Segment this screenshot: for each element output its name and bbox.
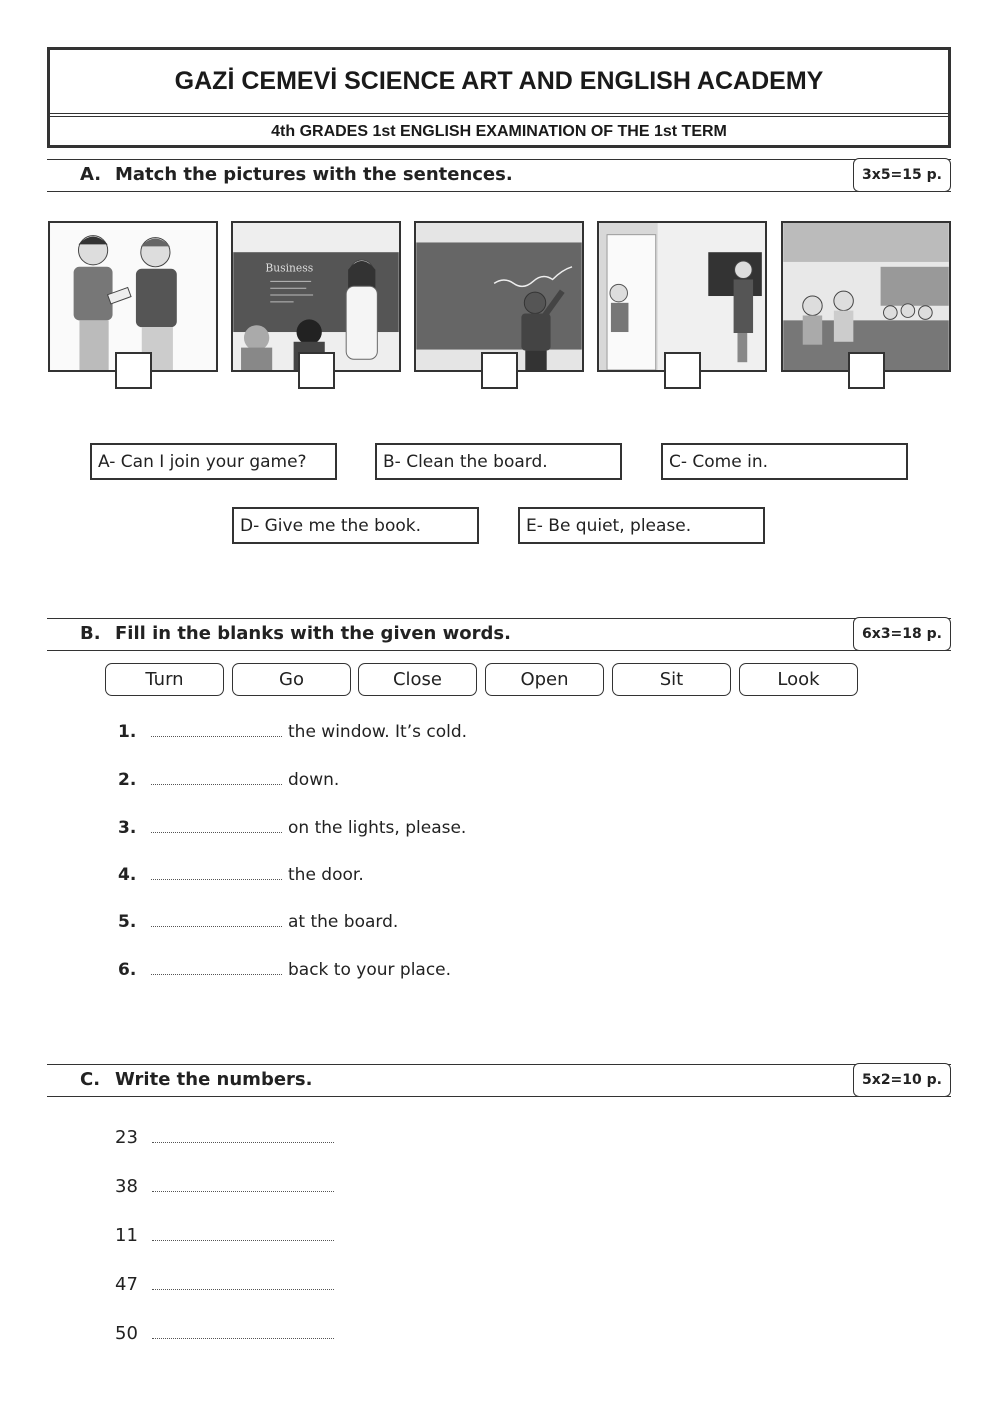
fill-blank-6[interactable]: [151, 961, 282, 975]
section-a-title: Match the pictures with the sentences.: [115, 164, 513, 185]
answer-box-4[interactable]: [664, 352, 701, 389]
board-illustration: [416, 223, 582, 370]
number-item-5: [115, 1323, 334, 1349]
section-b-points: 6x3=18 p.: [853, 617, 951, 651]
section-b-title: Fill in the blanks with the given words.: [115, 623, 511, 644]
sentence-d: D- Give me the book.: [232, 507, 479, 544]
fill-item-1: [118, 722, 467, 748]
section-a-points: 3x5=15 p.: [853, 158, 951, 192]
fill-item-number: 4.: [118, 865, 137, 885]
fill-item-number: 3.: [118, 818, 137, 838]
word-sit: Sit: [612, 663, 731, 696]
number-value: 23: [115, 1127, 138, 1148]
picture-1-boys-book: [48, 221, 218, 372]
fill-blank-5[interactable]: [151, 913, 282, 927]
number-value: 11: [115, 1225, 138, 1246]
fill-blank-1[interactable]: [151, 723, 282, 737]
classroom-illustration: [233, 223, 399, 370]
fill-item-text: the window. It’s cold.: [288, 722, 468, 742]
number-item-2: [115, 1176, 334, 1202]
fill-item-5: [118, 912, 398, 938]
section-c-letter: C.: [80, 1069, 101, 1090]
fill-item-text: on the lights, please.: [288, 818, 467, 838]
fill-item-number: 5.: [118, 912, 137, 932]
section-b-heading: [47, 618, 951, 651]
number-blank-1[interactable]: [152, 1129, 334, 1143]
exam-header: [47, 47, 951, 148]
picture-3-boy-at-board: [414, 221, 584, 372]
number-blank-3[interactable]: [152, 1227, 334, 1241]
section-a-letter: A.: [80, 164, 102, 185]
number-blank-2[interactable]: [152, 1178, 334, 1192]
fill-item-text: the door.: [288, 865, 364, 885]
section-c-title: Write the numbers.: [115, 1069, 313, 1090]
section-c-heading: [47, 1064, 951, 1097]
section-c-points: 5x2=10 p.: [853, 1063, 951, 1097]
sentence-b: B- Clean the board.: [375, 443, 622, 480]
fill-item-number: 1.: [118, 722, 137, 742]
answer-box-3[interactable]: [481, 352, 518, 389]
fill-item-number: 2.: [118, 770, 137, 790]
number-value: 47: [115, 1274, 138, 1295]
boys-illustration: [50, 223, 216, 370]
word-close: Close: [358, 663, 477, 696]
number-item-1: [115, 1127, 334, 1153]
door-illustration: [599, 223, 765, 370]
section-b-letter: B.: [80, 623, 101, 644]
number-item-4: [115, 1274, 334, 1300]
word-open: Open: [485, 663, 604, 696]
playground-illustration: [783, 223, 949, 370]
fill-item-3: [118, 818, 466, 844]
section-a-heading: [47, 159, 951, 192]
sentence-a: A- Can I join your game?: [90, 443, 337, 480]
fill-item-4: [118, 865, 364, 891]
answer-box-5[interactable]: [848, 352, 885, 389]
number-item-3: [115, 1225, 334, 1251]
school-title: GAZİ CEMEVİ SCIENCE ART AND ENGLISH ACADEMY: [50, 50, 948, 114]
picture-5-children-playing: [781, 221, 951, 372]
answer-box-1[interactable]: [115, 352, 152, 389]
sentence-c: C- Come in.: [661, 443, 908, 480]
word-look: Look: [739, 663, 858, 696]
number-value: 50: [115, 1323, 138, 1344]
picture-4-girl-at-door: [597, 221, 767, 372]
number-blank-4[interactable]: [152, 1276, 334, 1290]
board-text: Business: [265, 261, 314, 275]
fill-item-text: down.: [288, 770, 340, 790]
sentence-e: E- Be quiet, please.: [518, 507, 765, 544]
fill-blank-3[interactable]: [151, 819, 282, 833]
exam-subtitle: 4th GRADES 1st ENGLISH EXAMINATION OF THE 1st TERM: [50, 116, 948, 146]
fill-item-number: 6.: [118, 960, 137, 980]
fill-item-text: back to your place.: [288, 960, 452, 980]
number-value: 38: [115, 1176, 138, 1197]
fill-item-text: at the board.: [288, 912, 399, 932]
fill-blank-2[interactable]: [151, 771, 282, 785]
word-turn: Turn: [105, 663, 224, 696]
word-go: Go: [232, 663, 351, 696]
number-blank-5[interactable]: [152, 1325, 334, 1339]
fill-item-6: [118, 960, 451, 986]
picture-2-teacher-quiet: [231, 221, 401, 372]
fill-blank-4[interactable]: [151, 866, 282, 880]
answer-box-2[interactable]: [298, 352, 335, 389]
fill-item-2: [118, 770, 339, 796]
